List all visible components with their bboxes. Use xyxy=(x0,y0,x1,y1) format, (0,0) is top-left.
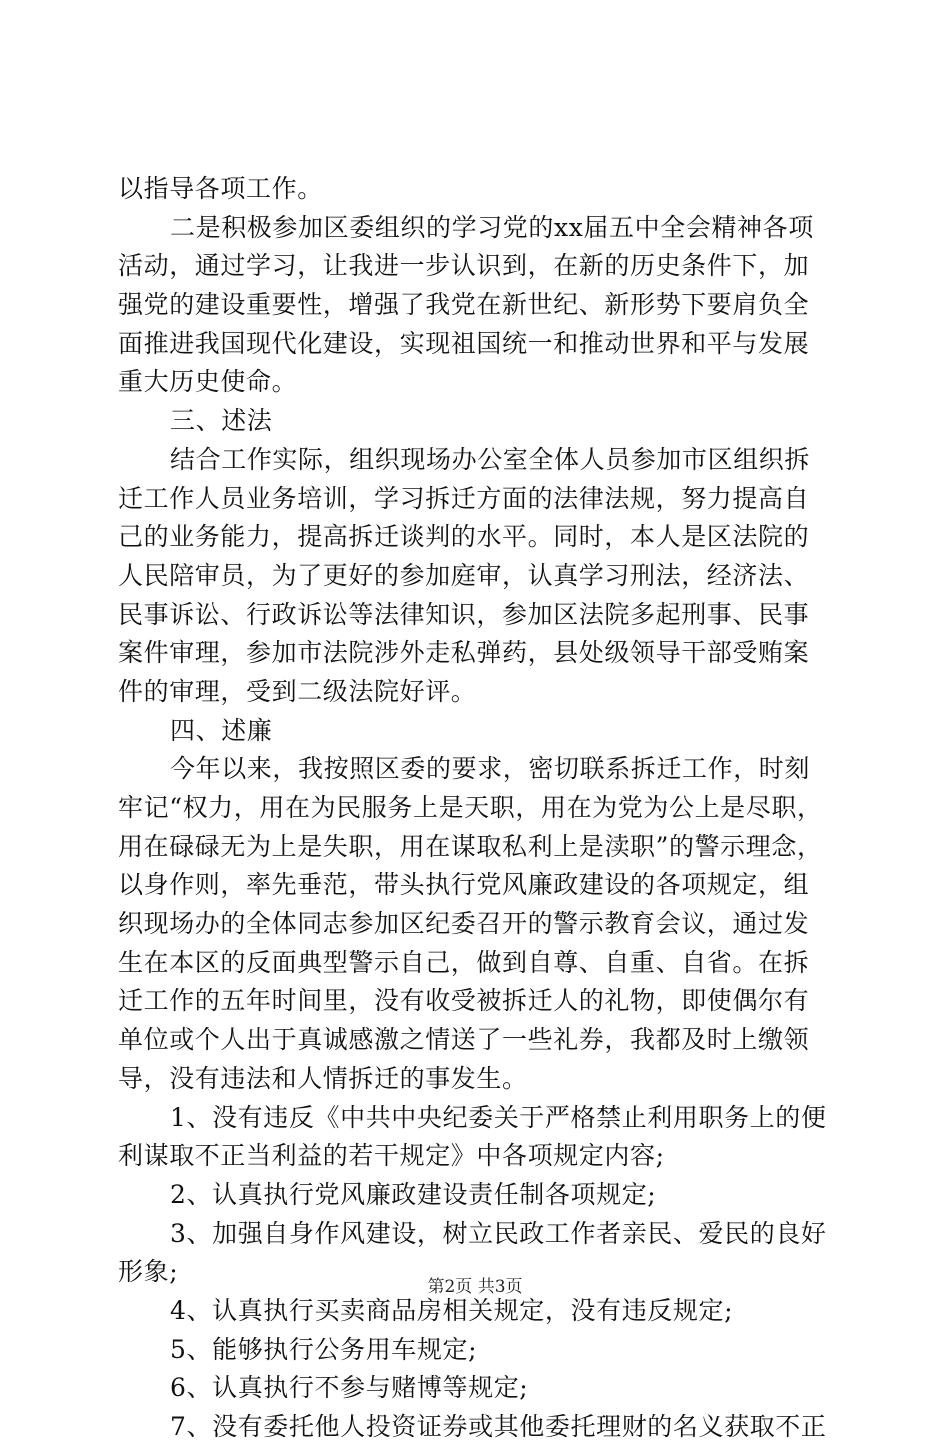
text-line: 结合工作实际，组织现场办公室全体人员参加市区组织拆 xyxy=(170,444,811,474)
text-line: 民事诉讼、行政诉讼等法律知识，参加区法院多起刑事、民事 xyxy=(118,599,810,629)
text-line: 导，没有违法和人情拆迁的事发生。 xyxy=(118,1063,528,1093)
text-line: 人民陪审员，为了更好的参加庭审，认真学习刑法，经济法、 xyxy=(118,560,810,590)
text-line: 利谋取不正当利益的若干规定》中各项规定内容; xyxy=(118,1141,665,1171)
text-line: 己的业务能力，提高拆迁谈判的水平。同时，本人是区法院的 xyxy=(118,522,810,552)
text-line: 2、认真执行党风廉政建设责任制各项规定; xyxy=(170,1179,657,1209)
page-footer xyxy=(0,1272,950,1297)
text-line: 形象; xyxy=(118,1257,179,1287)
text-line: 三、述法 xyxy=(170,406,273,436)
text-line: 活动，通过学习，让我进一步认识到，在新的历史条件下，加 xyxy=(118,251,810,281)
text-line: 今年以来，我按照区委的要求，密切联系拆迁工作，时刻 xyxy=(170,754,811,784)
text-line: 6、认真执行不参与赌博等规定; xyxy=(170,1373,529,1403)
text-line: 牢记“权力，用在为民服务上是天职，用在为党为公上是尽职， xyxy=(118,793,823,822)
text-line: 1、没有违反《中共中央纪委关于严格禁止利用职务上的便 xyxy=(170,1102,827,1132)
text-line: 7、没有委托他人投资证券或其他委托理财的名义获取不正 xyxy=(170,1412,827,1441)
text-line: 面推进我国现代化建设，实现祖国统一和推动世界和平与发展 xyxy=(118,328,810,358)
text-line: 4、认真执行买卖商品房相关规定，没有违反规定; xyxy=(170,1295,734,1325)
text-line: 强党的建设重要性，增强了我党在新世纪、新形势下要肩负全 xyxy=(118,290,810,320)
text-line: 件的审理，受到二级法院好评。 xyxy=(118,676,477,706)
text-line: 织现场办的全体同志参加区纪委召开的警示教育会议，通过发 xyxy=(118,909,810,939)
text-line: 迁工作人员业务培训，学习拆迁方面的法律法规，努力提高自 xyxy=(118,483,810,513)
text-line: 重大历史使命。 xyxy=(118,367,298,397)
text-line: 以指导各项工作。 xyxy=(118,174,323,203)
page-number-label: 第2页 共3页 xyxy=(427,1277,523,1297)
text-line: 四、述廉 xyxy=(170,715,273,745)
text-line: 生在本区的反面典型警示自己，做到自尊、自重、自省。在拆 xyxy=(118,947,810,977)
document-body xyxy=(118,170,833,1447)
text-line: 3、加强自身作风建设，树立民政工作者亲民、爱民的良好 xyxy=(170,1218,827,1248)
text-line: 二是积极参加区委组织的学习党的xx届五中全会精神各项 xyxy=(170,212,814,242)
text-line: 单位或个人出于真诚感激之情送了一些礼券，我都及时上缴领 xyxy=(118,1025,810,1055)
text-line: 以身作则，率先垂范，带头执行党风廉政建设的各项规定，组 xyxy=(118,870,810,900)
text-line: 5、能够执行公务用车规定; xyxy=(170,1334,478,1364)
text-line: 用在碌碌无为上是失职，用在谋取私利上是渎职”的警示理念， xyxy=(118,831,823,861)
text-line: 案件审理，参加市法院涉外走私弹药，县处级领导干部受贿案 xyxy=(118,638,810,668)
text-line: 迁工作的五年时间里，没有收受被拆迁人的礼物，即使偶尔有 xyxy=(118,986,810,1016)
